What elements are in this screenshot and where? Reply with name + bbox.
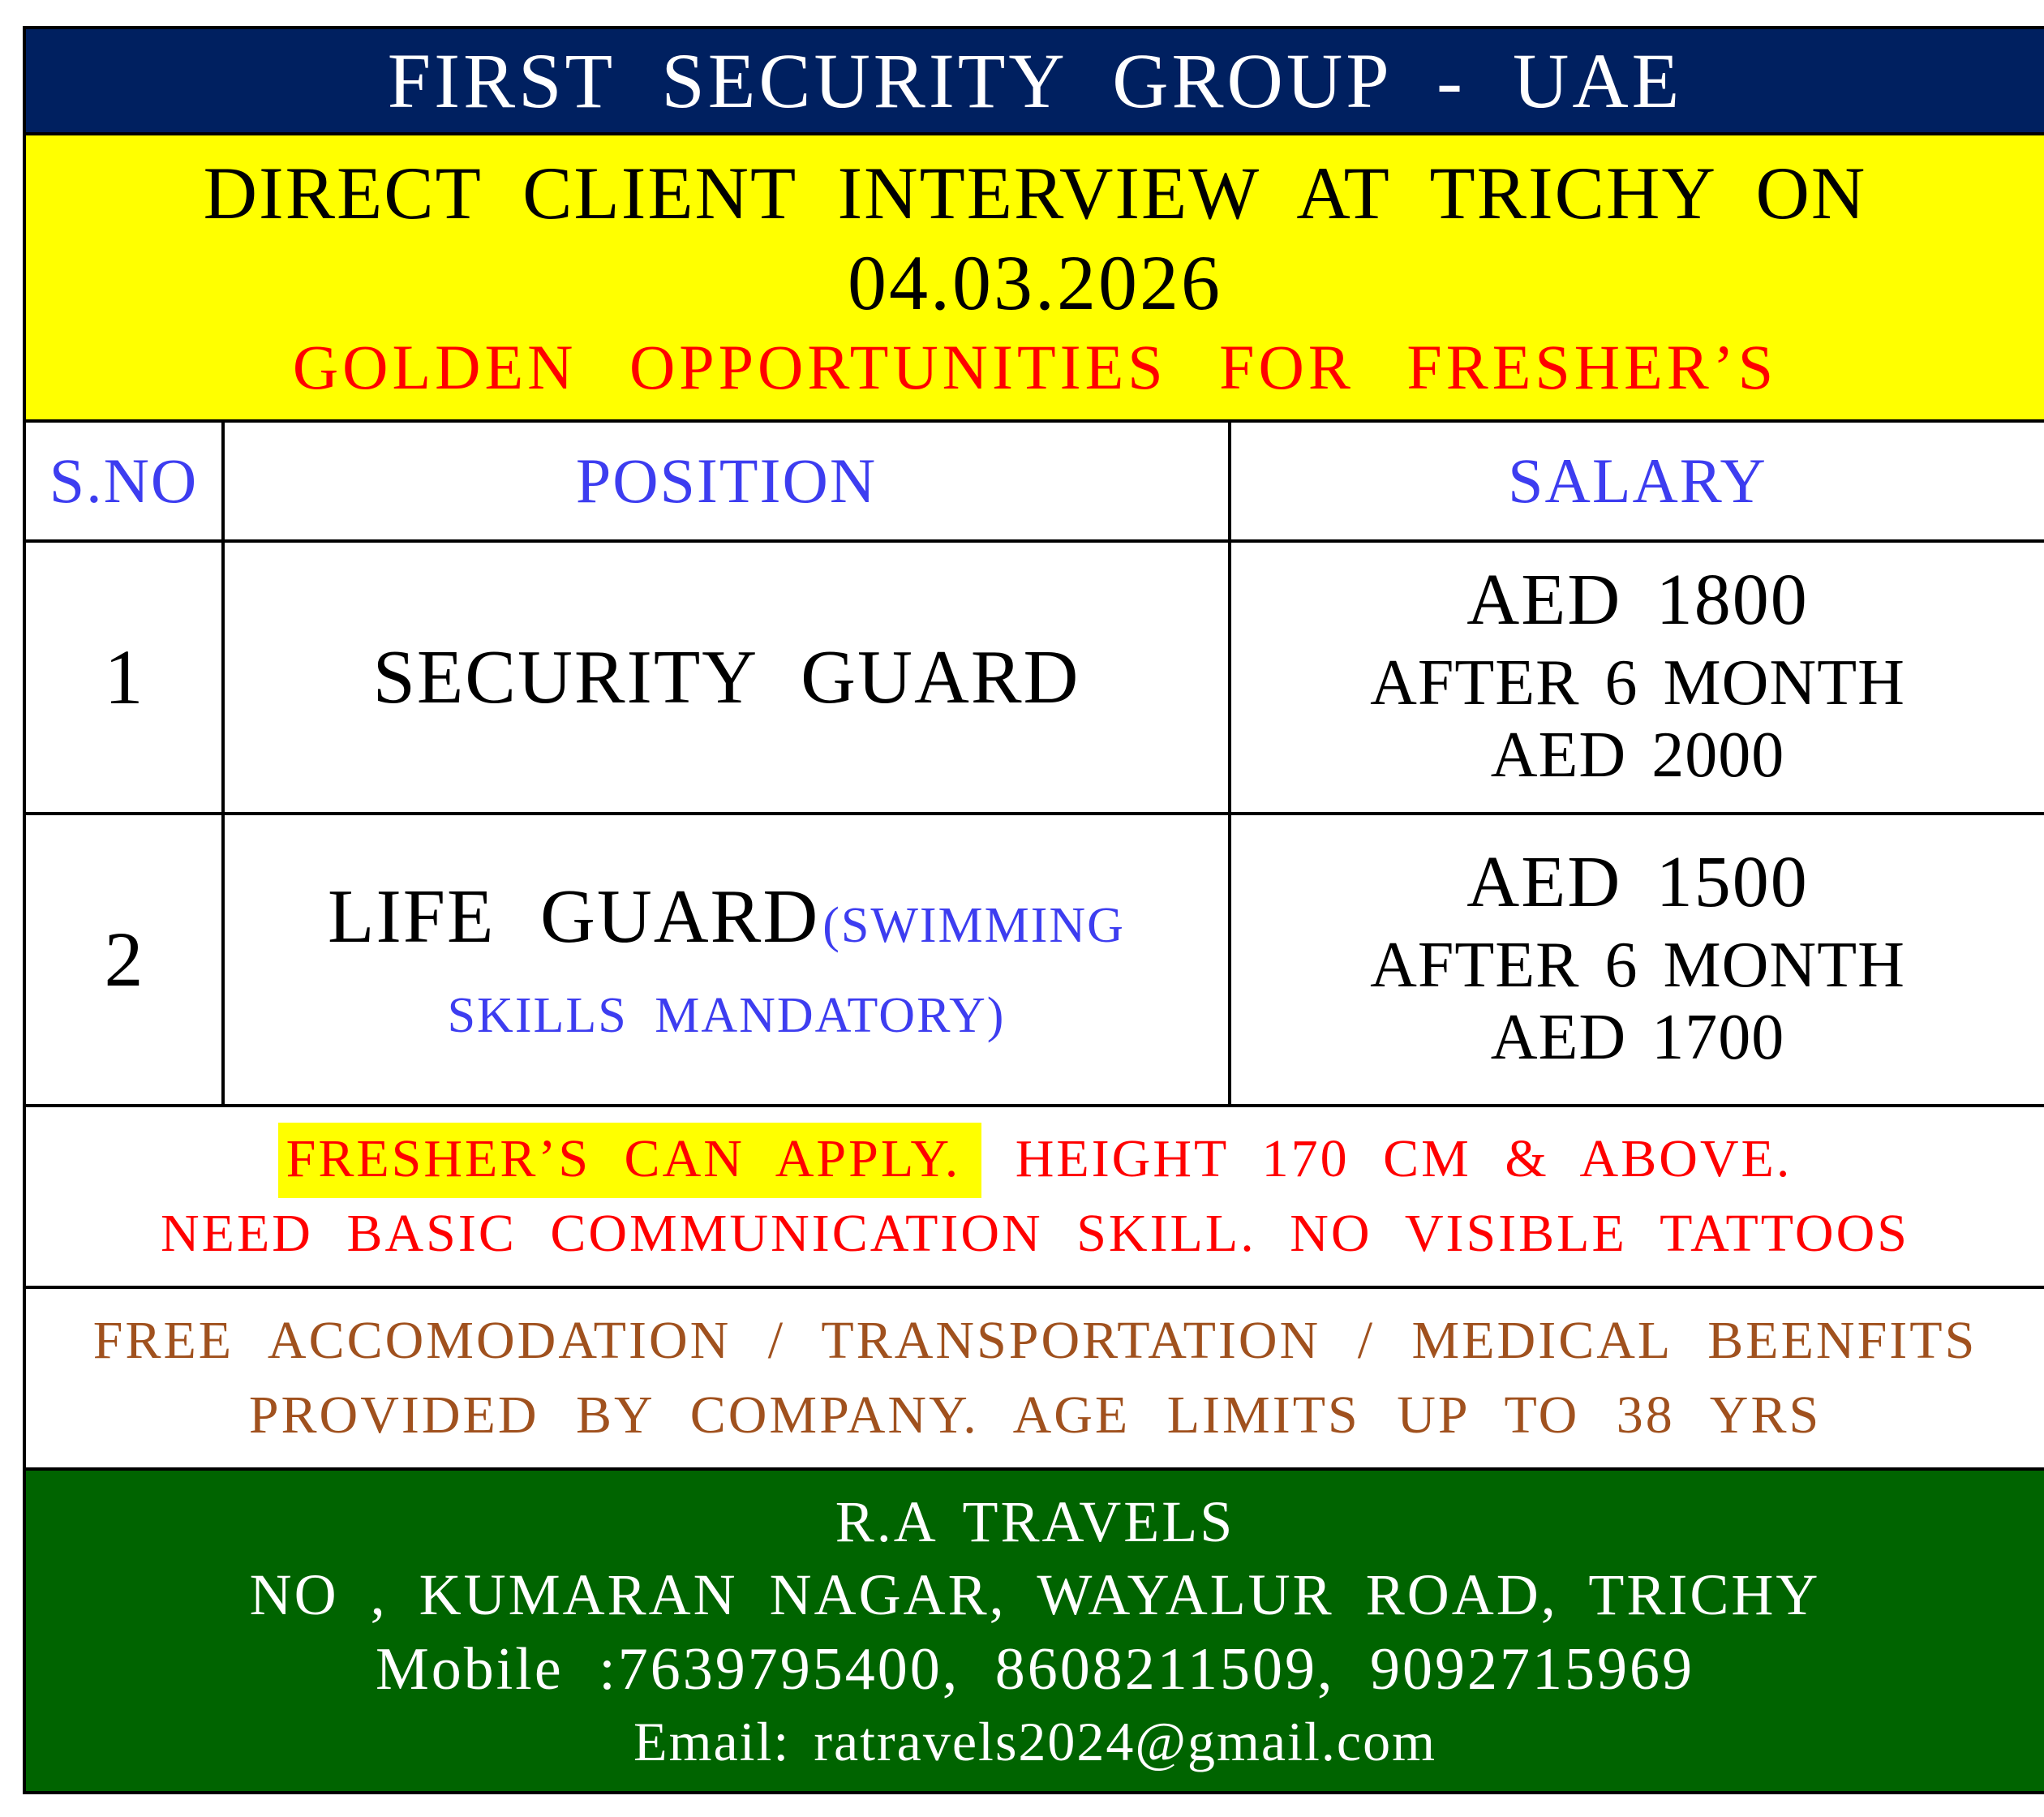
row1-salary-main: AED 1800 — [1466, 560, 1809, 641]
row2-sno-cell — [26, 815, 225, 1104]
benefits-line2: PROVIDED BY COMPANY. AGE LIMITS UP TO 38 YRS — [248, 1385, 1822, 1445]
benefits-line1: FREE ACCOMODATION / TRANSPORTATION / MEDICAL BEENFITS — [92, 1310, 1977, 1370]
col-label-position: POSITION — [575, 445, 878, 516]
requirements-line1 — [278, 1130, 1793, 1189]
agency-email: Email: ratravels2024@gmail.com — [633, 1711, 1436, 1773]
job-poster — [23, 26, 2044, 1794]
row1-sno-cell — [26, 543, 225, 812]
header-cell-sno — [26, 423, 225, 539]
row2-position-note1: (SWIMMING — [822, 898, 1125, 953]
footer-band — [26, 1471, 2044, 1791]
height-requirement: HEIGHT 170 CM & ABOVE. — [1015, 1128, 1793, 1188]
banner-band — [26, 135, 2044, 423]
row1-salary-revised: AED 2000 — [1490, 719, 1785, 792]
interview-line: DIRECT CLIENT INTERVIEW AT TRICHY ON — [203, 151, 1867, 234]
table-row — [26, 815, 2044, 1107]
table-row — [26, 543, 2044, 815]
freshers-highlight: FRESHER’S CAN APPLY. — [278, 1123, 982, 1198]
golden-opportunities-line: GOLDEN OPPORTUNITIES FOR FRESHER’S — [292, 332, 1778, 403]
header-cell-position — [225, 423, 1231, 539]
table-header-row — [26, 423, 2044, 543]
row1-position-cell — [225, 543, 1231, 812]
row2-position-note2: SKILLS MANDATORY) — [447, 988, 1006, 1043]
agency-name: R.A TRAVELS — [835, 1488, 1235, 1554]
requirements-line2: NEED BASIC COMMUNICATION SKILL. NO VISIBLE TATTOOS — [161, 1203, 1909, 1263]
col-label-salary: SALARY — [1508, 445, 1767, 516]
header-cell-salary — [1231, 423, 2044, 539]
agency-mobile: Mobile :7639795400, 8608211509, 9092715969 — [375, 1635, 1695, 1703]
row2-salary-after: AFTER 6 MONTH — [1370, 929, 1905, 1001]
row1-salary-after: AFTER 6 MONTH — [1370, 646, 1905, 719]
row1-position: SECURITY GUARD — [372, 635, 1080, 719]
title-band — [26, 29, 2044, 135]
row2-salary-cell — [1231, 815, 2044, 1104]
row1-salary-cell — [1231, 543, 2044, 812]
row1-sno: 1 — [104, 634, 144, 720]
row2-position-cell — [225, 815, 1231, 1104]
row2-sno: 2 — [104, 916, 144, 1003]
col-label-sno: S.NO — [49, 445, 199, 516]
row2-position-line1 — [328, 874, 1125, 959]
row2-position: LIFE GUARD — [328, 874, 820, 959]
row2-salary-revised: AED 1700 — [1490, 1002, 1785, 1074]
page-title: FIRST SECURITY GROUP - UAE — [387, 37, 1683, 124]
requirements-band — [26, 1107, 2044, 1289]
benefits-band — [26, 1289, 2044, 1471]
agency-address: NO , KUMARAN NAGAR, WAYALUR ROAD, TRICHY — [249, 1562, 1821, 1628]
row2-salary-main: AED 1500 — [1466, 842, 1809, 923]
interview-date: 04.03.2026 — [848, 238, 1222, 326]
